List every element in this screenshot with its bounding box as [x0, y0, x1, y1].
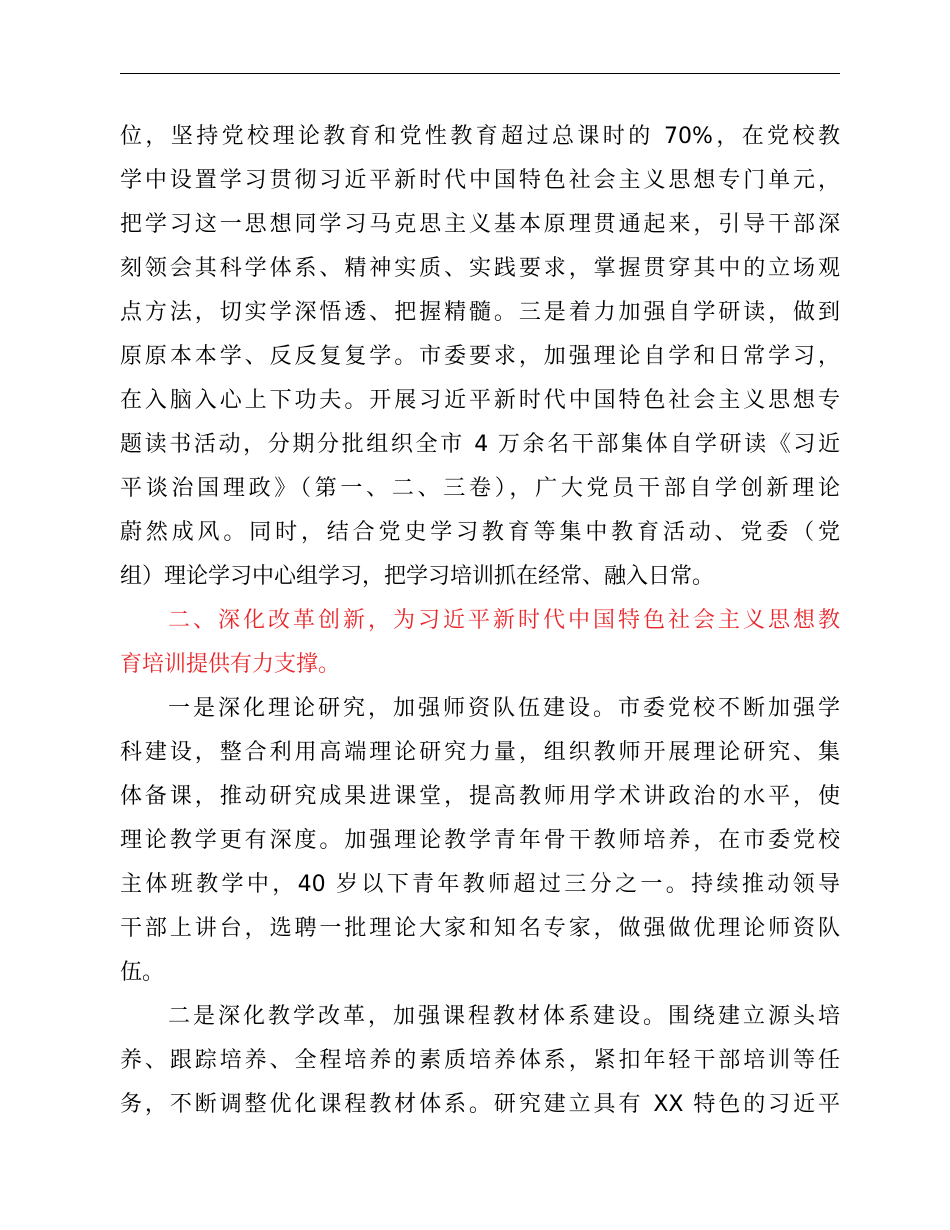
- text-line: 位，坚持党校理论教育和党性教育超过总课时的 70%，在党校教: [120, 124, 840, 149]
- text-line: 二是深化教学改革，加强课程教材体系建设。围绕建立源头培: [168, 1004, 840, 1029]
- text-line: 体备课，推动研究成果进课堂，提高教师用学术讲政治的水平，使: [120, 784, 840, 809]
- text-line: 题读书活动，分期分批组织全市 4 万余名干部集体自学研读《习近: [120, 432, 840, 457]
- section-heading-2: [120, 599, 840, 687]
- text-line: 干部上讲台，选聘一批理论大家和知名专家，做强做优理论师资队: [120, 916, 840, 941]
- text-line: 平谈治国理政》（第一、二、三卷），广大党员干部自学创新理论: [120, 476, 840, 501]
- text-line: 组）理论学习中心组学习，把学习培训抓在经常、融入日常。: [120, 564, 715, 589]
- text-line: 理论教学更有深度。加强理论教学青年骨干教师培养，在市委党校: [120, 828, 840, 853]
- text-line: 伍。: [120, 960, 165, 985]
- paragraph-curriculum: [120, 995, 840, 1127]
- document-body: [120, 115, 840, 1127]
- text-line: 学中设置学习贯彻习近平新时代中国特色社会主义思想专门单元，: [120, 168, 840, 193]
- text-line: 主体班教学中，40 岁以下青年教师超过三分之一。持续推动领导: [120, 872, 840, 897]
- text-line: 养、跟踪培养、全程培养的素质培养体系，紧扣年轻干部培训等任: [120, 1048, 840, 1073]
- text-line: 点方法，切实学深悟透、把握精髓。三是着力加强自学研读，做到: [120, 300, 840, 325]
- header-rule: [120, 73, 840, 74]
- text-line: 刻领会其科学体系、精神实质、实践要求，掌握贯穿其中的立场观: [120, 256, 840, 281]
- paragraph-teacher-team: [120, 687, 840, 995]
- text-line: 蔚然成风。同时，结合党史学习教育等集中教育活动、党委（党: [120, 520, 840, 545]
- paragraph-continuation: [120, 115, 840, 599]
- text-line: 科建设，整合利用高端理论研究力量，组织教师开展理论研究、集: [120, 740, 840, 765]
- text-line: 在入脑入心上下功夫。开展习近平新时代中国特色社会主义思想专: [120, 388, 840, 413]
- heading-line: 育培训提供有力支撑。: [120, 652, 341, 677]
- text-line: 务，不断调整优化课程教材体系。研究建立具有 XX 特色的习近平: [120, 1092, 840, 1117]
- text-line: 原原本本学、反反复复学。市委要求，加强理论自学和日常学习，: [120, 344, 840, 369]
- text-line: 一是深化理论研究，加强师资队伍建设。市委党校不断加强学: [168, 696, 840, 721]
- heading-line: 二、深化改革创新，为习近平新时代中国特色社会主义思想教: [168, 608, 840, 633]
- text-line: 把学习这一思想同学习马克思主义基本原理贯通起来，引导干部深: [120, 212, 840, 237]
